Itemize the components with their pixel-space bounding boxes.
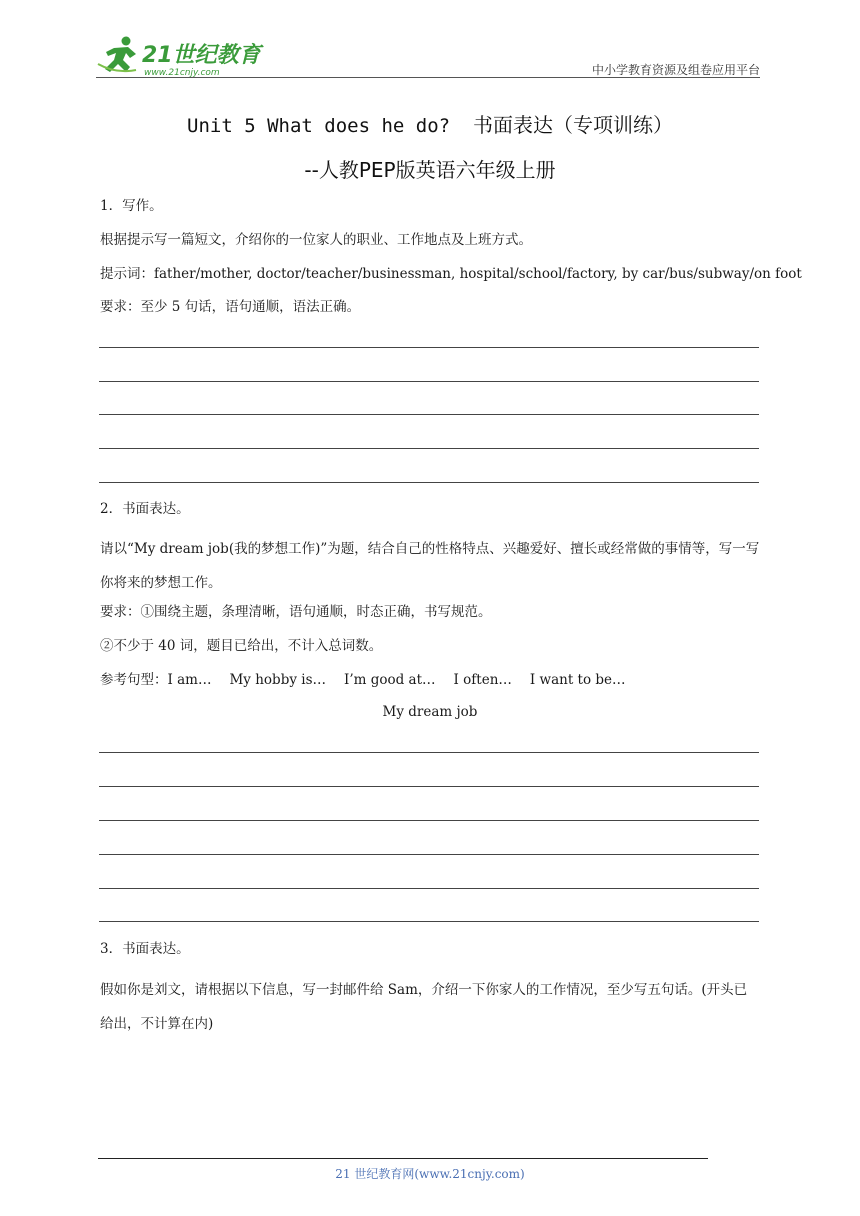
answer-line[interactable] [99,820,759,821]
essay-title: My dream job [382,704,478,720]
site-logo[interactable] [96,34,266,78]
title-chinese: 书面表达（专项训练） [473,113,673,137]
footer-link[interactable]: 21 世纪教育网(www.21cnjy.com) [335,1167,525,1181]
page-subtitle: --人教PEP版英语六年级上册 [304,158,556,182]
q2-description: 请以“My dream job(我的梦想工作)”为题，结合自己的性格特点、兴趣爱好、擅长或经常做的事情等，写一写你将来的梦想工作。 [100,541,760,591]
answer-line[interactable] [99,921,759,922]
reference-sentence: My hobby is… [229,672,326,688]
answer-line[interactable] [99,381,759,382]
q2-requirement-2: ②不少于 40 词，题目已给出，不计入总词数。 [100,638,383,654]
q1-number: 1．写作。 [100,198,163,214]
answer-line[interactable] [99,752,759,753]
q2-number: 2．书面表达。 [100,501,190,517]
answer-line[interactable] [99,482,759,483]
q1-description: 根据提示写一篇短文，介绍你的一位家人的职业、工作地点及上班方式。 [100,232,532,248]
reference-sentence: I’m good at… [344,672,436,688]
q2-requirement-1: 要求：①围绕主题，条理清晰，语句通顺，时态正确，书写规范。 [100,604,492,620]
header-divider [96,77,760,78]
reference-sentence: I am… [167,672,212,688]
runner-logo-icon [96,34,266,78]
answer-line[interactable] [99,786,759,787]
reference-sentence: I want to be… [529,672,626,688]
platform-name: 中小学教育资源及组卷应用平台 [591,63,760,77]
reference-sentence: I often… [453,672,512,688]
q3-number: 3．书面表达。 [100,941,190,957]
q3-description: 假如你是刘文，请根据以下信息，写一封邮件给 Sam，介绍一下你家人的工作情况，至少写五句话。(开头已给出，不计算在内) [100,982,748,1032]
q2-reference-sentences [100,670,626,690]
answer-line[interactable] [99,888,759,889]
page-title [0,109,860,138]
answer-line[interactable] [99,448,759,449]
q1-requirement: 要求：至少 5 句话，语句通顺，语法正确。 [100,299,361,315]
logo-url: www.21cnjy.com [144,68,220,78]
answer-line[interactable] [99,414,759,415]
page-header [96,30,760,80]
reference-label: 参考句型： [100,672,168,688]
title-english: Unit 5 What does he do? [187,115,451,137]
answer-line[interactable] [99,347,759,348]
logo-text: 21世纪教育 [142,43,261,68]
footer-divider [98,1158,708,1159]
q1-hint: 提示词：father/mother, doctor/teacher/businessman, hospital/school/factory, by car/bus/subway/on foot [100,266,802,282]
answer-line[interactable] [99,854,759,855]
